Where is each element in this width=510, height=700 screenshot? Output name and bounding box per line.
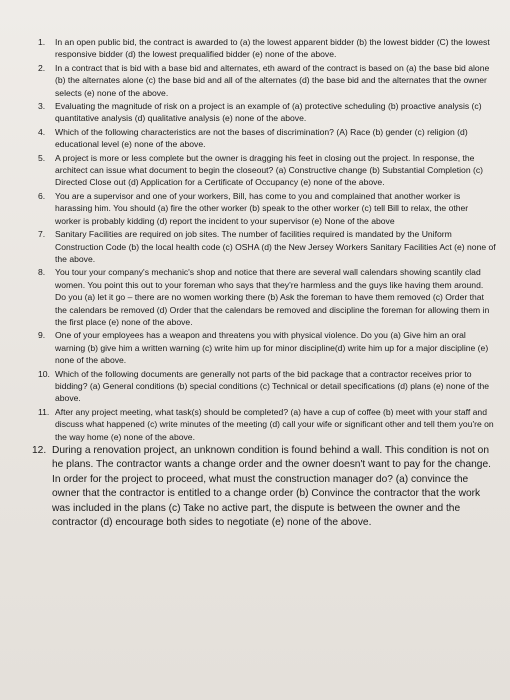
question-item [38,228,496,265]
question-item [38,100,496,125]
question-number: 7. [38,229,46,240]
question-item [38,126,496,151]
question-number: 5. [38,152,46,163]
question-number: 2. [38,62,46,73]
question-text: You are a supervisor and one of your workers, Bill, has come to you and complained that another worker is harassing him. You should (a) fire the other worker (b) speak to the other worker (c) tell Bill to relax, the other worker is probably kidding (d) report the incident to your supervisor (e) None of the above [55,190,469,226]
question-text: Which of the following documents are generally not parts of the bid package that a contractor receives prior to bidding? (a) General conditions (b) special conditions (c) Technical or detail specifications (d) plans (e) none of the above. [55,368,490,404]
question-item [38,368,496,405]
question-number: 11. [38,406,50,417]
question-number: 8. [38,267,46,278]
question-item [38,266,496,328]
question-number: 4. [38,126,46,137]
question-item [32,444,496,530]
question-text: Sanitary Facilities are required on job sites. The number of facilities required is mandated by the Uniform Construction Code (b) the local health code (c) OSHA (d) the New Jersey Workers Sanitary Facilities Act (e) none of the above. [55,229,496,264]
question-text: One of your employees has a weapon and threatens you with physical violence. Do you (a) Give him an oral warning (b) give him a written warning (c) write him up for minor discipline(d) write him up for a major discipline (e) none of the above. [55,330,489,366]
question-number: 12. [32,445,47,456]
question-text: Which of the following characteristics are not the bases of discrimination? (A) Race (b) gender (c) religion (d) educational level (e) none of the above. [55,126,468,150]
question-item [38,329,496,366]
question-text: After any project meeting, what task(s) should be completed? (a) have a cup of coffee (b) meet with your staff and discuss what happened (c) write minutes of the meeting (d) call your wife or significant other and tell them you're on the way home (e) none of the above. [55,406,494,442]
question-list [32,36,496,531]
question-text: In an open public bid, the contract is awarded to (a) the lowest apparent bidder (b) the lowest bidder (C) the lowest responsive bidder (d) the lowest prequalified bidder (e) none of the above. [55,37,490,60]
question-text: A project is more or less complete but the owner is dragging his feet in closing out the project. In response, the architect can issue what document to begin the closeout? (a) Constructive change (b) Substantial Completion (c) Directed Close out (d) Application for a Certificate of Occupancy (e) none of the above. [55,152,484,188]
question-text: In a contract that is bid with a base bid and alternates, eth award of the contract is based on (a) the base bid alone (b) the alternates alone (c) the base bid and all of the alternates (d) the base bid and the alternates that the owner selects (e) none of the above. [55,62,490,98]
question-number: 9. [38,330,46,341]
question-text: Evaluating the magnitude of risk on a project is an example of (a) protective scheduling (b) proactive analysis (c) quantitative analysis (d) qualitative analysis (e) none of the above. [55,101,482,124]
question-number: 10. [38,368,50,379]
question-number: 3. [38,101,46,112]
question-text: You tour your company's mechanic's shop and notice that there are several wall calendars showing scantily clad women. You point this out to your foreman who says that they're harmless and the guys like having them around. Do you (a) let it go – there are no women working there (b) Ask the foreman to have them removed (c) Order that the calendars be removed (d) Order that the calendars be removed and discipline the foreman for allowing them in the first place (e) none of the above. [55,267,490,327]
question-item [38,62,496,99]
question-text: During a renovation project, an unknown condition is found behind a wall. This condition is not on he plans. The contractor wants a change order and the owner doesn't want to pay for the change. In order for the project to proceed, what must the construction manager do? (a) convince the owner that the contractor is entitled to a change order (b) Convince the contractor that the work was included in the plans (c) Take no active part, the dispute is between the owner and the contractor (d) encourage both sides to negotiate (e) none of the above. [52,445,491,529]
question-item [38,36,496,61]
question-number: 6. [38,190,46,201]
question-item [38,190,496,227]
question-item [38,406,496,443]
question-item [38,152,496,189]
question-number: 1. [38,37,46,47]
